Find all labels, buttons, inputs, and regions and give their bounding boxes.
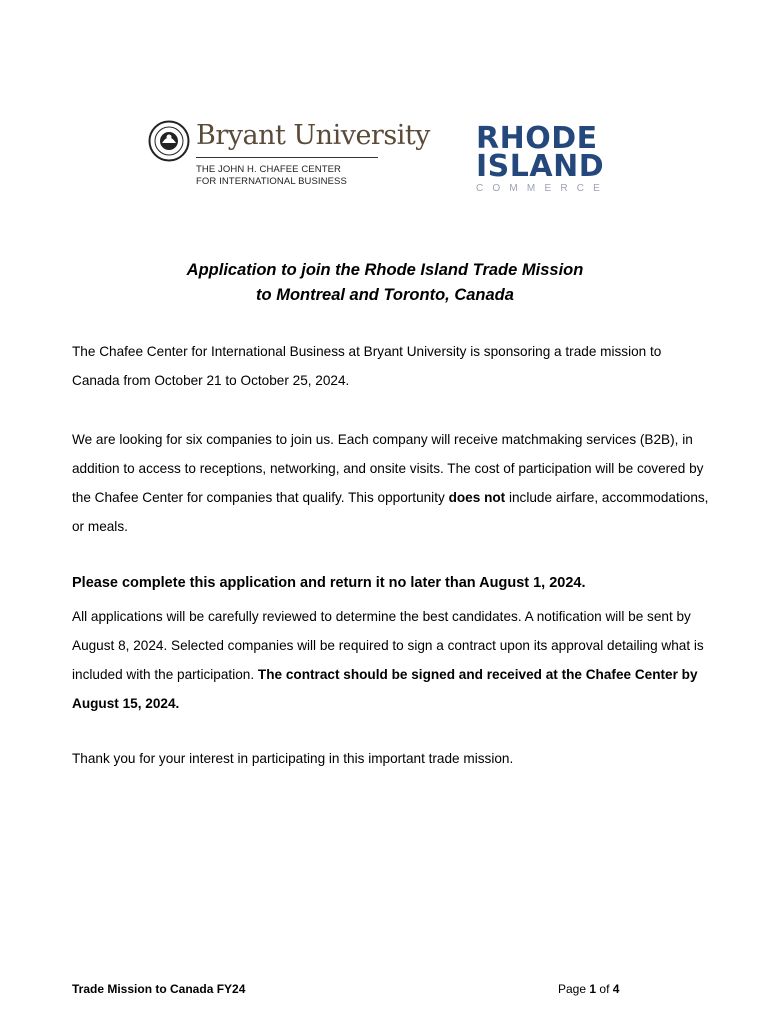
ri-logo-line-2: ISLAND: [476, 149, 605, 184]
rhode-island-commerce-logo: [476, 121, 610, 197]
footer-title: Trade Mission to Canada FY24: [72, 982, 246, 996]
contract-deadline-emphasis: The contract should be signed and received at the Chafee Center by August 15, 2024.: [72, 667, 698, 711]
page-total: 4: [612, 982, 620, 996]
of-label: of: [599, 982, 610, 996]
details-text-1: We are looking for six companies to join us. Each company will receive matchmaking services (B2B), in addition to access to receptions, networking, and onsite visits. The cost of participation will be covered by the Chafee Center for companies that qualify. This opportunity: [72, 432, 704, 505]
title-line-2: to Montreal and Toronto, Canada: [256, 286, 514, 304]
review-paragraph: [72, 602, 712, 718]
details-paragraph: [72, 425, 712, 541]
review-text: All applications will be carefully reviewed to determine the best candidates. A notification will be sent by August 8, 2024. Selected companies will be required to sign a contract upon its approval detailing what is included with the participation.: [72, 609, 704, 682]
document-title: [0, 258, 770, 308]
bryant-logo-wordmark: Bryant University: [196, 120, 430, 151]
ri-logo-line-3: COMMERCE: [476, 183, 610, 194]
page-label: Page: [558, 982, 587, 996]
bryant-logo-divider: [196, 157, 378, 158]
bryant-logo-subtitle: [196, 164, 347, 188]
bryant-sub-line-1: THE JOHN H. CHAFEE CENTER: [196, 164, 342, 175]
bryant-sub-line-2: FOR INTERNATIONAL BUSINESS: [196, 176, 347, 187]
thank-you-paragraph: Thank you for your interest in participating in this important trade mission.: [72, 751, 514, 766]
details-emphasis: does not: [448, 490, 506, 505]
deadline-heading: Please complete this application and return it no later than August 1, 2024.: [72, 575, 586, 591]
details-text-2: include airfare, accommodations, or meals.: [72, 490, 709, 534]
bryant-university-logo: [148, 120, 430, 190]
page-current: 1: [589, 982, 597, 996]
title-line-1: Application to join the Rhode Island Trade Mission: [186, 261, 584, 279]
bryant-seal-icon: [148, 120, 190, 162]
ri-logo-line-1: RHODE: [476, 121, 598, 156]
intro-paragraph: The Chafee Center for International Business at Bryant University is sponsoring a trade mission to Canada from October 21 to October 25, 2024.: [72, 344, 662, 388]
page-number: [558, 982, 619, 996]
